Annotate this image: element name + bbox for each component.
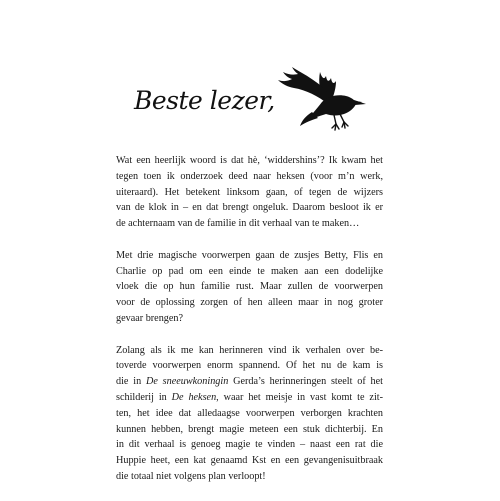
text-line: de achternaam van de familie in dit verhaal van te maken… (116, 218, 360, 230)
text-line: Met drie magische voorwerpen gaan de zusjes Betty, Flis en (116, 249, 383, 261)
text-segment: die in (116, 376, 146, 388)
text-line: tegen toen ik onderzoek deed naar heksen (voor m’n werk, (116, 170, 383, 182)
text-line: voor de oplossing zorgen of hen alleen maar in nog groter (116, 297, 383, 309)
text-line: uiteraard). Het betekent linksom gaan, of tegen de wijzers (116, 186, 383, 198)
text-line: gevaar brengen? (116, 312, 184, 324)
paragraph-2 (116, 248, 383, 327)
text-line (116, 390, 383, 406)
text-line: kunnen hebben, brengt magie meteen een stuk dichterbij. En (116, 423, 383, 435)
letter-heading: Beste lezer, (134, 86, 275, 115)
text-segment: , waar het meisje in vast komt te zit- (216, 391, 383, 403)
crow-icon (276, 66, 368, 140)
text-line: Charlie op pad om een einde te maken aan een dodelijke (116, 265, 383, 277)
text-line: van de klok in – en dat brengt ongeluk. Daarom besloot ik er (116, 202, 383, 214)
paragraph-1 (116, 153, 383, 232)
text-line: vloek die op hun familie rust. Maar zullen de voorwerpen (116, 281, 383, 293)
text-line: Zolang als ik me kan herinneren vind ik verhalen over be- (116, 344, 383, 356)
text-line: Huppie heet, een kat genaamd Kst en een gevangenisuitbraak (116, 455, 383, 467)
text-line: ten, het idee dat alledaagse voorwerpen verborgen krachten (116, 407, 383, 419)
text-line: in dit verhaal is genoeg magie te vinden – naast een rat die (116, 439, 383, 451)
text-line: die totaal niet volgens plan verloopt! (116, 470, 266, 482)
book-title: De sneeuwkoningin (145, 376, 229, 388)
book-title: De heksen (171, 391, 217, 403)
text-line: Wat een heerlijk woord is dat hè, ‘widdershins’? Ik kwam het (116, 155, 383, 166)
paragraph-3 (116, 343, 383, 485)
text-segment: Gerda’s herinneringen steelt of het (228, 376, 384, 388)
letter-body (116, 153, 383, 501)
text-line (116, 374, 383, 390)
text-line: toverde voorwerpen enorm spannend. Of het nu de kam is (116, 360, 383, 372)
text-segment: schilderij in (116, 391, 172, 403)
